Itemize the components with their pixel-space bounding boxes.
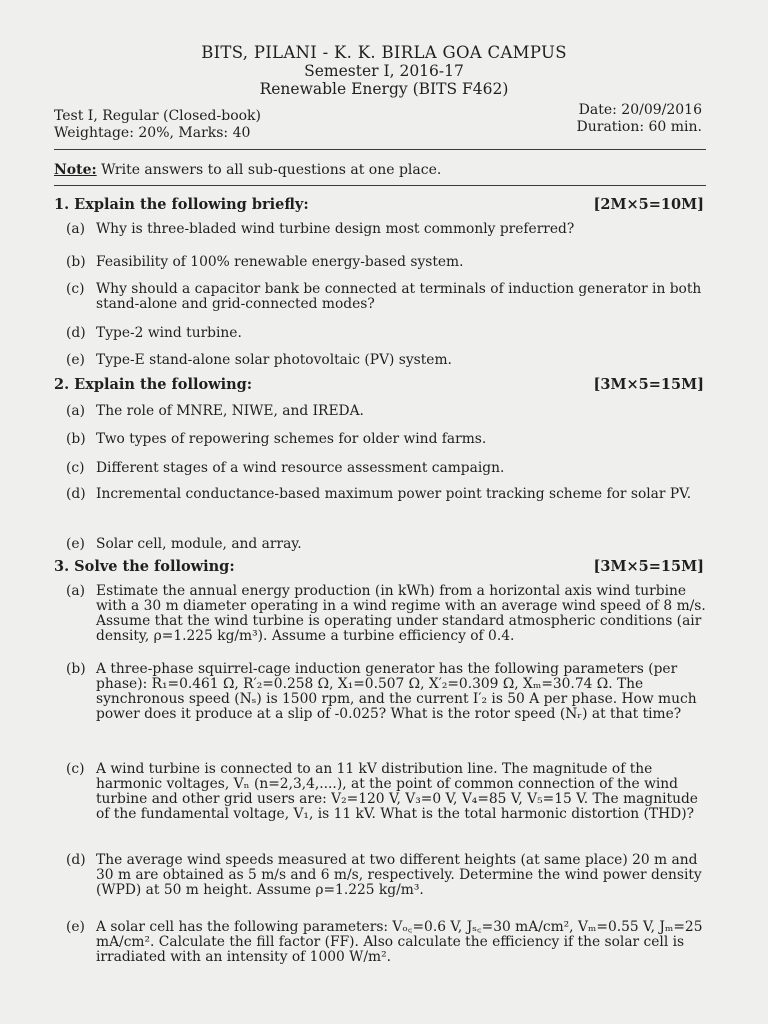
subquestion-text: A three-phase squirrel-cage induction generator has the following parameters (per phase): R₁=0.461 Ω, R′₂=0.258 Ω, X₁=0.507 Ω, X′₂=0.309 Ω, Xₘ=30.74 Ω. The synchronous speed (Nₛ) is 1500 rpm, and the current I′₂ is 50 A per phase. How much power does it produce at a slip of -0.025? What is the rotor speed (Nᵣ) at that time? bbox=[96, 661, 697, 722]
subquestion-text: The average wind speeds measured at two different heights (at same place) 20 m and 30 m are obtained as 5 m/s and 6 m/s, respectively. Determine the wind power density (WPD) at 50 m height. Assume ρ=1.225 kg/m³. bbox=[96, 852, 702, 898]
subquestion-text: Solar cell, module, and array. bbox=[96, 536, 302, 552]
question-marks: [3M×5=15M] bbox=[593, 558, 704, 575]
institute-title: BITS, PILANI - K. K. BIRLA GOA CAMPUS bbox=[201, 43, 567, 62]
subquestion-tag: (d) bbox=[66, 325, 86, 341]
subquestion-tag: (c) bbox=[66, 281, 85, 297]
question-3-heading bbox=[54, 558, 704, 575]
subquestion-text: Type-E stand-alone solar photovoltaic (PV) system. bbox=[96, 352, 452, 368]
subquestion bbox=[66, 282, 706, 312]
note bbox=[54, 162, 441, 178]
subquestion-text: A solar cell has the following parameters: Vₒ꜀=0.6 V, Jₛ꜀=30 mA/cm², Vₘ=0.55 V, Jₘ=25 mA/cm². Calculate the fill factor (FF). Also calculate the efficiency if the solar cell is irradiated with an intensity of 1000 W/m². bbox=[96, 919, 703, 965]
question-1-heading bbox=[54, 196, 704, 213]
question-title: 3. Solve the following: bbox=[54, 558, 235, 575]
subquestion-text: Different stages of a wind resource assessment campaign. bbox=[96, 460, 505, 476]
subquestion bbox=[66, 432, 706, 447]
subquestion bbox=[66, 326, 706, 341]
subquestion-tag: (e) bbox=[66, 536, 85, 552]
subquestion bbox=[66, 762, 706, 822]
question-title: 1. Explain the following briefly: bbox=[54, 196, 309, 213]
exam-date: Date: 20/09/2016 bbox=[578, 102, 702, 118]
semester-line: Semester I, 2016-17 bbox=[304, 62, 464, 80]
subquestion bbox=[66, 255, 706, 270]
subquestion bbox=[66, 487, 706, 502]
exam-duration: Duration: 60 min. bbox=[576, 119, 702, 135]
subquestion bbox=[66, 404, 706, 419]
subquestion-tag: (b) bbox=[66, 254, 86, 270]
subquestion bbox=[66, 853, 706, 898]
subquestion-text: Incremental conductance-based maximum power point tracking scheme for solar PV. bbox=[96, 486, 692, 502]
schedule-info bbox=[577, 102, 702, 136]
test-info bbox=[54, 108, 261, 142]
divider bbox=[54, 149, 706, 150]
subquestion bbox=[66, 461, 706, 476]
question-marks: [3M×5=15M] bbox=[593, 376, 704, 393]
subquestion bbox=[66, 662, 706, 722]
subquestion bbox=[66, 537, 706, 552]
question-2-heading bbox=[54, 376, 704, 393]
subquestion-tag: (e) bbox=[66, 352, 85, 368]
subquestion-tag: (e) bbox=[66, 919, 85, 935]
note-label: Note: bbox=[54, 162, 97, 178]
exam-header bbox=[0, 44, 768, 98]
subquestion bbox=[66, 222, 706, 237]
subquestion-tag: (a) bbox=[66, 221, 85, 237]
subquestion-text: Why is three-bladed wind turbine design most commonly preferred? bbox=[96, 221, 575, 237]
question-title: 2. Explain the following: bbox=[54, 376, 253, 393]
subquestion-tag: (a) bbox=[66, 403, 85, 419]
subquestion-text: Feasibility of 100% renewable energy-based system. bbox=[96, 254, 464, 270]
subquestion-text: Type-2 wind turbine. bbox=[96, 325, 242, 341]
weightage: Weightage: 20%, Marks: 40 bbox=[54, 125, 251, 141]
note-text: Write answers to all sub-questions at one place. bbox=[96, 162, 442, 178]
subquestion-tag: (c) bbox=[66, 761, 85, 777]
subquestion-text: Estimate the annual energy production (in kWh) from a horizontal axis wind turbine with a 30 m diameter operating in a wind regime with an average wind speed of 8 m/s. Assume that the wind turbine is operating under standard atmospheric conditions (air density, ρ=1.225 kg/m³). Assume a turbine efficiency of 0.4. bbox=[96, 583, 706, 644]
subquestion-tag: (d) bbox=[66, 852, 86, 868]
subquestion-text: Why should a capacitor bank be connected at terminals of induction generator in both stand-alone and grid-connected modes? bbox=[96, 281, 702, 312]
subquestion-text: The role of MNRE, NIWE, and IREDA. bbox=[96, 403, 364, 419]
subquestion-tag: (b) bbox=[66, 661, 86, 677]
test-type: Test I, Regular (Closed-book) bbox=[54, 108, 262, 124]
question-marks: [2M×5=10M] bbox=[593, 196, 704, 213]
subquestion bbox=[66, 920, 706, 965]
subquestion-text: Two types of repowering schemes for older wind farms. bbox=[96, 431, 487, 447]
subquestion bbox=[66, 353, 706, 368]
subquestion-tag: (c) bbox=[66, 460, 85, 476]
course-title: Renewable Energy (BITS F462) bbox=[259, 80, 509, 98]
subquestion-tag: (a) bbox=[66, 583, 85, 599]
divider bbox=[54, 185, 706, 186]
subquestion-tag: (b) bbox=[66, 431, 86, 447]
subquestion-text: A wind turbine is connected to an 11 kV distribution line. The magnitude of the harmonic voltages, Vₙ (n=2,3,4,....), at the point of common connection of the wind turbine and other grid users are: V₂=120 V, V₃=0 V, V₄=85 V, V₅=15 V. The magnitude of the fundamental voltage, V₁, is 11 kV. What is the total harmonic distortion (THD)? bbox=[96, 761, 698, 822]
subquestion-tag: (d) bbox=[66, 486, 86, 502]
subquestion bbox=[66, 584, 706, 644]
